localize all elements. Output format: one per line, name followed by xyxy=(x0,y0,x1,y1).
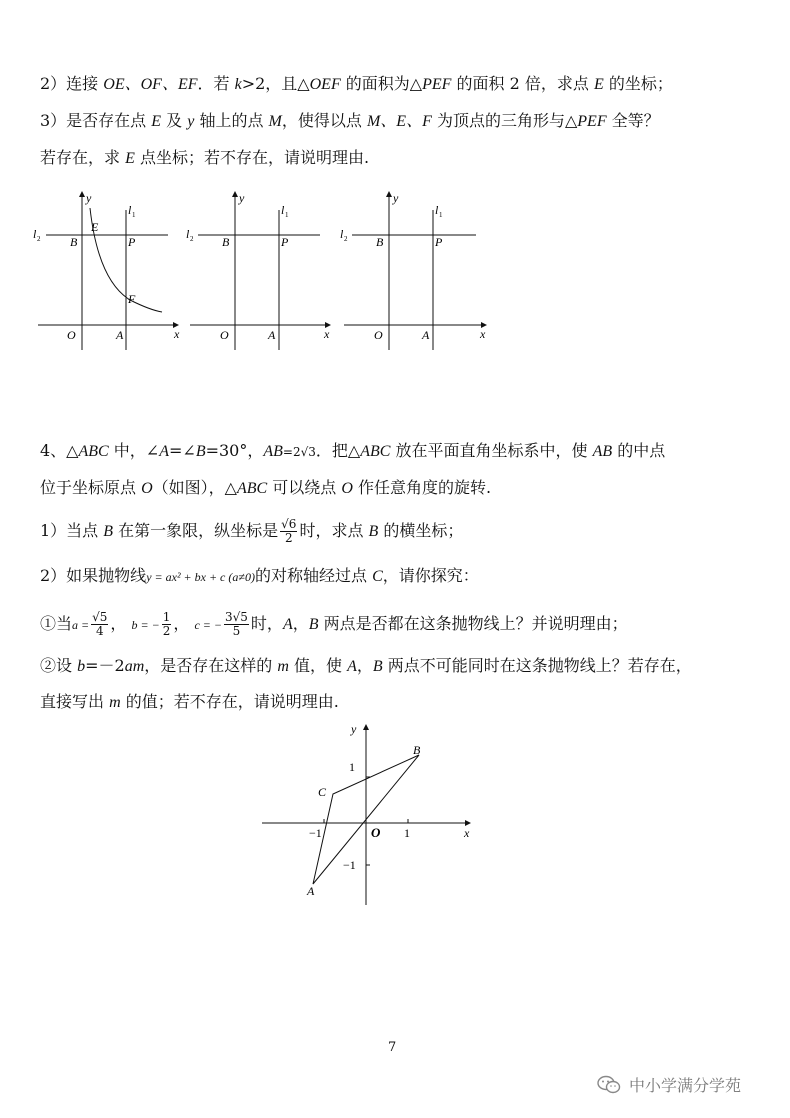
fig2-O-label: O xyxy=(220,328,229,342)
q4-figure xyxy=(0,715,790,915)
q4-line1: 4、△ABC 中，∠A=∠B=30°，AB=2√3．把△ABC 放在平面直角坐标系中，使 AB 的中点 xyxy=(40,441,666,460)
fig2-l1-label: l xyxy=(281,203,285,217)
fig2-l1-sub: 1 xyxy=(285,211,289,219)
fig3-P-label: P xyxy=(435,235,443,249)
q3-figure-1 xyxy=(33,191,180,350)
fig1-l2-sub: 2 xyxy=(37,235,41,243)
q4-line2: 位于坐标原点 O（如图），△ABC 可以绕点 O 作任意角度的旋转. xyxy=(40,478,492,497)
fig4-tick-1x: 1 xyxy=(404,826,410,840)
fig1-F-label: F xyxy=(128,292,136,306)
fig4-B-label: B xyxy=(413,743,421,757)
q3-part3-line: 3）是否存在点 E 及 y 轴上的点 M，使得以点 M、E、F 为顶点的三角形与△PEF 全等？ xyxy=(40,111,660,130)
fig1-O-label: O xyxy=(67,328,76,342)
fig1-l2-label: l xyxy=(33,227,37,241)
fig3-x-label: x xyxy=(480,327,486,341)
fig1-l1-sub: 1 xyxy=(132,211,136,219)
fig1-y-label: y xyxy=(86,191,92,205)
fig4-y-label: y xyxy=(351,722,357,736)
fig3-O-label: O xyxy=(374,328,383,342)
q4-part2-sub1-line: ①当a = $\frac{√5}{4}$ ， b = − $\frac{1}{2}$ ， c = − $\frac{3√5}{5}$ 时，A，B 两点是否都在这条抛物线上？并说明理由； xyxy=(40,610,628,638)
fig3-A-label: A xyxy=(422,328,430,342)
b-value-fraction: $\frac{1}{2}$ xyxy=(162,610,171,638)
q4-part2-line: 2）如果抛物线y = ax² + bx + c (a≠0)的对称轴经过点 C，请你探究： xyxy=(40,566,479,585)
fig2-y-label: y xyxy=(239,191,245,205)
fig2-x-label: x xyxy=(324,327,330,341)
fig1-A-label: A xyxy=(116,328,124,342)
fig1-P-label: P xyxy=(128,235,136,249)
q4-part2-sub2-line2: 直接写出 m 的值；若不存在，请说明理由. xyxy=(40,692,339,711)
a-value-fraction: $\frac{√5}{4}$ xyxy=(92,610,108,638)
watermark xyxy=(597,1073,741,1096)
fig3-B-label: B xyxy=(376,235,384,249)
fig2-A-label: A xyxy=(268,328,276,342)
q3-figure-3 xyxy=(340,191,486,350)
fig4-tick-neg1x: −1 xyxy=(309,826,322,840)
q4-part2-sub2-line: ②设 b=－2am，是否存在这样的 m 值，使 A，B 两点不可能同时在这条抛物线上？若存在， xyxy=(40,656,692,675)
watermark-text: 中小学满分学苑 xyxy=(629,1076,742,1095)
fig2-l2-label: l xyxy=(186,227,190,241)
fig3-l2-label: l xyxy=(340,227,344,241)
fig3-l2-sub: 2 xyxy=(344,235,348,243)
fig4-A-label: A xyxy=(307,884,315,898)
fig4-C-label: C xyxy=(318,785,327,799)
page-number: 7 xyxy=(388,1040,397,1055)
fig3-l1-sub: 1 xyxy=(439,211,443,219)
q4-part1-line: 1）当点 B 在第一象限，纵坐标是 $\frac{√6}{2}$ 时，求点 B 的横坐标； xyxy=(40,517,464,545)
fig4-tick-1y: 1 xyxy=(349,760,355,774)
fig4-O-label: O xyxy=(371,825,381,840)
q3-figure-2 xyxy=(186,191,330,350)
fig2-B-label: B xyxy=(222,235,230,249)
q3-figures xyxy=(0,180,790,350)
fig3-y-label: y xyxy=(393,191,399,205)
fig4-tick-neg1y: −1 xyxy=(343,858,356,872)
sqrt6-over-2-fraction: $\frac{√6}{2}$ xyxy=(281,517,297,545)
fig1-l1-label: l xyxy=(128,203,132,217)
c-value-fraction: $\frac{3√5}{5}$ xyxy=(225,610,248,638)
q3-part2-line: 2）连接 OE、OF、EF．若 k>2，且△OEF 的面积为△PEF 的面积 2 倍，求点 E 的坐标； xyxy=(40,74,673,93)
q3-part3-line2: 若存在，求 E 点坐标；若不存在，请说明理由. xyxy=(40,148,370,167)
fig1-E-label: E xyxy=(91,220,99,234)
fig2-l2-sub: 2 xyxy=(190,235,194,243)
fig4-x-label: x xyxy=(464,826,470,840)
fig1-x-label: x xyxy=(174,327,180,341)
fig1-B-label: B xyxy=(70,235,78,249)
wechat-icon xyxy=(597,1075,621,1095)
fig3-l1-label: l xyxy=(435,203,439,217)
fig2-P-label: P xyxy=(281,235,289,249)
